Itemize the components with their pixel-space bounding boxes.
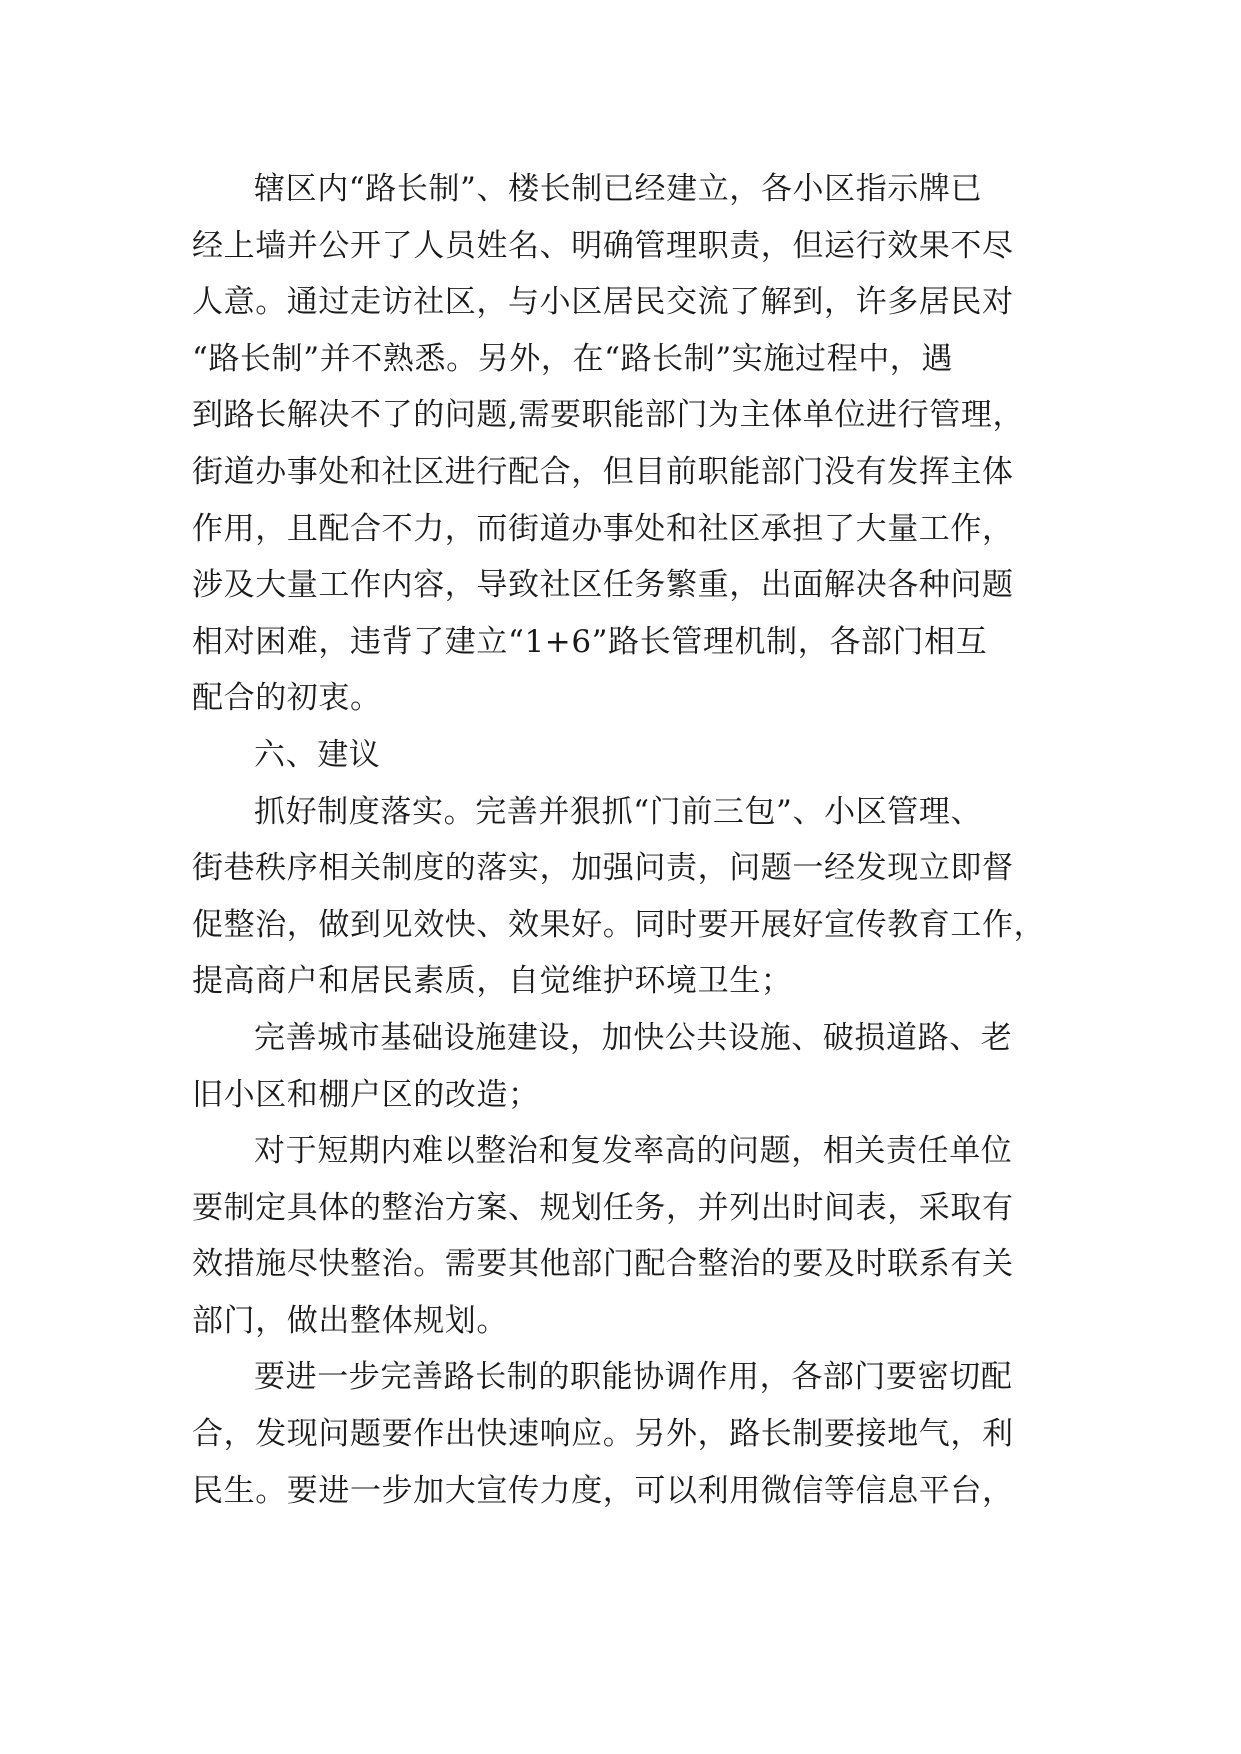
paragraph-system-implementation bbox=[192, 784, 1062, 1010]
paragraph-difficult-issues bbox=[192, 1123, 1062, 1349]
text-line: 要制定具体的整治方案、规划任务，并列出时间表，采取有 bbox=[192, 1189, 1014, 1226]
text-line: “路长制”并不熟悉。另外，在“路长制”实施过程中，遇 bbox=[192, 340, 953, 377]
text-line: 相对困难，违背了建立“1+6”路长管理机制，各部门相互 bbox=[192, 623, 988, 660]
document-body bbox=[192, 161, 1062, 1519]
text-line: 对于短期内难以整治和复发率高的问题，相关责任单位 bbox=[254, 1133, 1013, 1170]
text-line: 民生。要进一步加大宣传力度，可以利用微信等信息平台， bbox=[192, 1472, 1014, 1509]
section-heading-suggestions bbox=[192, 727, 1062, 784]
text-line: 旧小区和棚户区的改造； bbox=[192, 1076, 540, 1113]
text-line: 部门，做出整体规划。 bbox=[192, 1302, 508, 1339]
text-line: 经上墙并公开了人员姓名、明确管理职责，但运行效果不尽 bbox=[192, 227, 1014, 264]
paragraph-road-chief-status bbox=[192, 161, 1062, 727]
text-line: 辖区内“路长制”、楼长制已经建立，各小区指示牌已 bbox=[254, 171, 983, 207]
text-line: 抓好制度落实。完善并狠抓“门前三包”、小区管理、 bbox=[254, 793, 983, 830]
text-line: 促整治，做到见效快、效果好。同时要开展好宣传教育工作， bbox=[192, 906, 1046, 943]
paragraph-coordination bbox=[192, 1349, 1062, 1519]
text-line: 配合的初衷。 bbox=[192, 680, 382, 717]
text-line: 人意。通过走访社区，与小区居民交流了解到，许多居民对 bbox=[192, 284, 1014, 321]
text-line: 街道办事处和社区进行配合，但目前职能部门没有发挥主体 bbox=[192, 453, 1014, 490]
text-line: 要进一步完善路长制的职能协调作用，各部门要密切配 bbox=[254, 1359, 1013, 1396]
text-line: 到路长解决不了的问题,需要职能部门为主体单位进行管理， bbox=[192, 397, 1025, 434]
text-line: 街巷秩序相关制度的落实，加强问责，问题一经发现立即督 bbox=[192, 850, 1014, 887]
text-line: 效措施尽快整治。需要其他部门配合整治的要及时联系有关 bbox=[192, 1246, 1014, 1283]
text-line: 提高商户和居民素质，自觉维护环境卫生； bbox=[192, 963, 793, 1000]
text-line: 涉及大量工作内容，导致社区任务繁重，出面解决各种问题 bbox=[192, 567, 1014, 604]
paragraph-infrastructure bbox=[192, 1010, 1062, 1123]
text-line: 合，发现问题要作出快速响应。另外，路长制要接地气，利 bbox=[192, 1416, 1014, 1453]
text-line: 作用，且配合不力，而街道办事处和社区承担了大量工作， bbox=[192, 510, 1014, 547]
text-line: 完善城市基础设施建设，加快公共设施、破损道路、老 bbox=[254, 1019, 1013, 1056]
section-heading: 六、建议 bbox=[254, 736, 381, 773]
